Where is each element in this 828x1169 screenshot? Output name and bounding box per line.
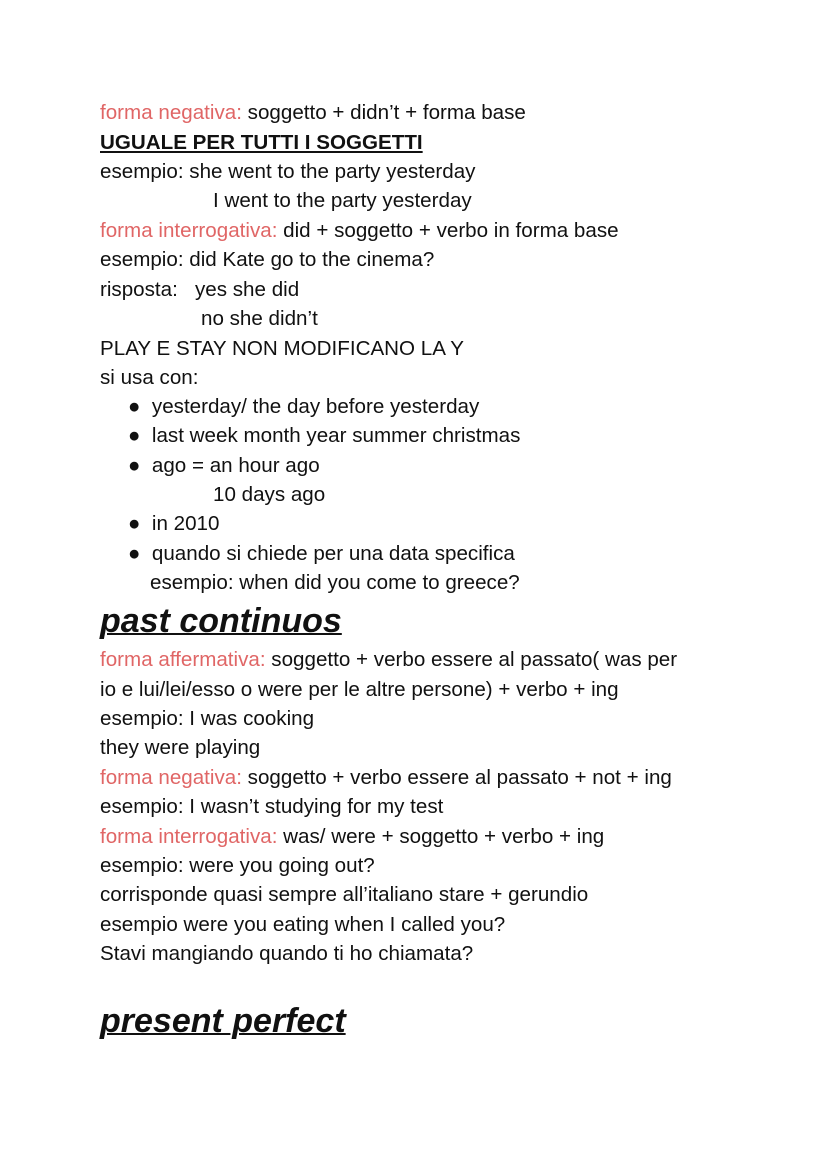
interrogative-form-line [100, 218, 619, 244]
negative-form-line [100, 765, 672, 791]
rule-continuation: io e lui/lei/esso o were per le altre persone) + verbo + ing [100, 678, 619, 701]
rule: soggetto + verbo essere al passato( was per [265, 648, 678, 671]
example: esempio: were you going out? [100, 854, 375, 877]
same-all-subjects: UGUALE PER TUTTI I SOGGETTI [100, 131, 423, 154]
list-item: ● last week month year summer christmas [128, 424, 521, 447]
example: they were playing [100, 736, 261, 759]
list-item: ● yesterday/ the day before yesterday [128, 395, 480, 418]
section-heading: present perfect [100, 1002, 346, 1040]
note: PLAY E STAY NON MODIFICANO LA Y [100, 337, 464, 360]
translation: Stavi mangiando quando ti ho chiamata? [100, 942, 474, 965]
rule: was/ were + soggetto + verbo + ing [277, 825, 605, 848]
list-item-text: last week month year summer christmas [151, 424, 521, 447]
list-item-text: yesterday/ the day before yesterday [151, 395, 480, 418]
usage-label: si usa con: [100, 366, 199, 389]
section-heading: past continuos [100, 602, 342, 640]
label: forma affermativa: [100, 648, 266, 671]
answer: no she didn’t [201, 307, 318, 330]
example: esempio: I was cooking [100, 707, 315, 730]
example: esempio: did Kate go to the cinema? [100, 248, 435, 271]
label: forma interrogativa: [100, 825, 278, 848]
list-item-continuation: 10 days ago [213, 483, 326, 506]
note: corrisponde quasi sempre all’italiano stare + gerundio [100, 883, 589, 906]
affirmative-form-line [100, 647, 677, 673]
negative-form-line [100, 100, 526, 126]
label: forma negativa: [100, 101, 242, 124]
answer: risposta: yes she did [100, 278, 300, 301]
list-item-text: ago = an hour ago [151, 454, 320, 477]
list-item: ● ago = an hour ago [128, 454, 320, 477]
list-item: ● quando si chiede per una data specifica [128, 542, 515, 565]
interrogative-form-line [100, 824, 604, 850]
list-item: ● in 2010 [128, 512, 220, 535]
example: esempio were you eating when I called you? [100, 913, 506, 936]
rule: did + soggetto + verbo in forma base [277, 219, 619, 242]
label: forma negativa: [100, 766, 242, 789]
list-item-text: in 2010 [151, 512, 220, 535]
rule: soggetto + verbo essere al passato + not + ing [241, 766, 672, 789]
rule: soggetto + didn’t + forma base [241, 101, 526, 124]
label: forma interrogativa: [100, 219, 278, 242]
example: esempio: I wasn’t studying for my test [100, 795, 444, 818]
example: I went to the party yesterday [213, 189, 472, 212]
list-item-text: quando si chiede per una data specifica [151, 542, 515, 565]
example: esempio: she went to the party yesterday [100, 160, 476, 183]
list-item-continuation: esempio: when did you come to greece? [150, 571, 520, 594]
